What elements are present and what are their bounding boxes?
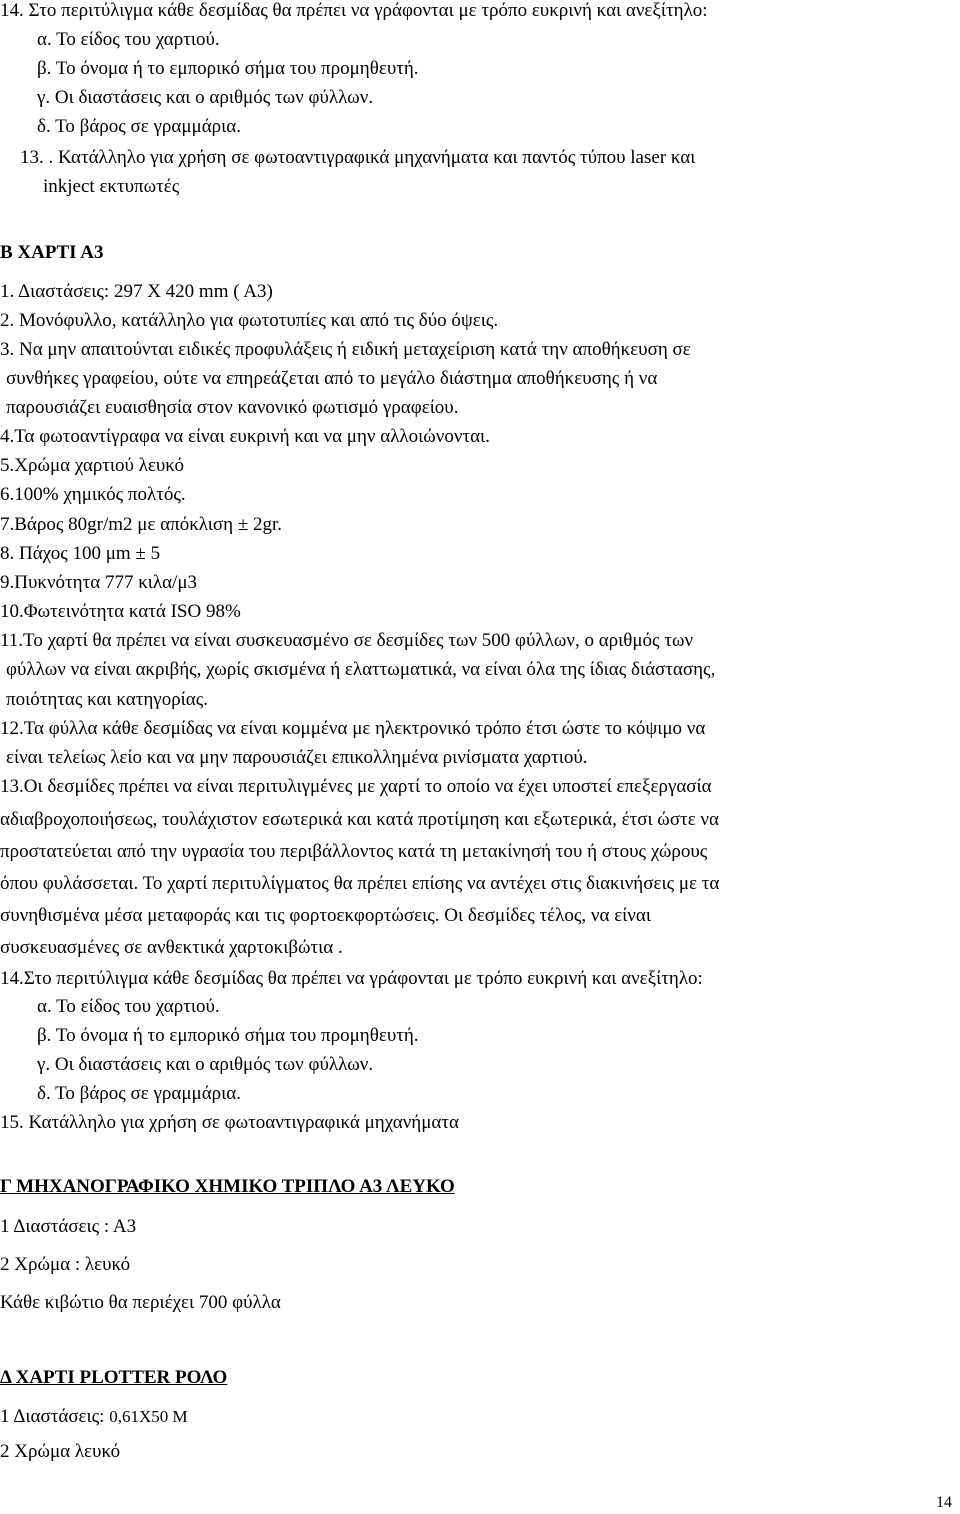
spec-line: 4.Τα φωτοαντίγραφα να είναι ευκρινή και να μην αλλοιώνονται. (0, 426, 490, 447)
spec-line: συνθήκες γραφείου, ούτε να επηρεάζεται από το μεγάλο διάστημα αποθήκευσης ή να (6, 368, 658, 389)
spec-line: 5.Χρώμα χαρτιού λευκό (0, 455, 184, 476)
text-line: δ. Το βάρος σε γραμμάρια. (37, 116, 241, 137)
spec-line: 12.Τα φύλλα κάθε δεσμίδας να είναι κομμένα με ηλεκτρονικό τρόπο έτσι ώστε το κόψιμο να (0, 718, 706, 739)
text-line: 14. Στο περιτύλιγμα κάθε δεσμίδας θα πρέπει να γράφονται με τρόπο ευκρινή και ανεξίτηλο: (0, 0, 708, 21)
spec-line: παρουσιάζει ευαισθησία στον κανονικό φωτισμό γραφείου. (6, 397, 459, 418)
spec-line: 6.100% χημικός πολτός. (0, 484, 186, 505)
section-b-heading: Β ΧΑΡΤΙ Α3 (0, 242, 104, 263)
spec-line: 11.Το χαρτί θα πρέπει να είναι συσκευασμένο σε δεσμίδες των 500 φύλλων, ο αριθμός των (0, 630, 694, 651)
text-line: γ. Οι διαστάσεις και ο αριθμός των φύλλων. (37, 87, 374, 108)
section-c-heading: Γ ΜΗΧΑΝΟΓΡΑΦΙΚΟ ΧΗΜΙΚΟ ΤΡΙΠΛΟ Α3 ΛΕΥΚΟ (0, 1176, 455, 1197)
spec-line: 13.Οι δεσμίδες πρέπει να είναι περιτυλιγμένες με χαρτί το οποίο να έχει υποστεί επεξεργασία (0, 776, 712, 797)
spec-line: φύλλων να είναι ακριβής, χωρίς σκισμένα ή ελαττωματικά, να είναι όλα της ίδιας διάστασης, (6, 659, 716, 680)
spec-line: 9.Πυκνότητα 777 κιλα/μ3 (0, 572, 198, 593)
spec-line: όπου φυλάσσεται. Το χαρτί περιτυλίγματος θα πρέπει επίσης να αντέχει στις διακινήσεις με τα (0, 873, 720, 894)
spec-line: είναι τελείως λείο και να μην παρουσιάζει επικολλημένα ρινίσματα χαρτιού. (6, 747, 588, 768)
text-line: β. Το όνομα ή το εμπορικό σήμα του προμηθευτή. (37, 58, 419, 79)
spec-line: προστατεύεται από την υγρασία του περιβάλλοντος κατά τη μετακίνησή του ή στους χώρους (0, 841, 708, 862)
spec-line: ποιότητας και κατηγορίας. (6, 689, 209, 710)
spec-line: Κάθε κιβώτιο θα περιέχει 700 φύλλα (0, 1292, 281, 1313)
spec-line: 1 Διαστάσεις : Α3 (0, 1216, 137, 1237)
spec-line: συνηθισμένα μέσα μεταφοράς και τις φορτοεκφορτώσεις. Οι δεσμίδες τέλος, να είναι (0, 905, 651, 926)
spec-line: 2 Χρώμα λευκό (0, 1441, 121, 1462)
spec-line: 2 Χρώμα : λευκό (0, 1254, 131, 1275)
spec-line: 10.Φωτεινότητα κατά ISO 98% (0, 601, 241, 622)
spec-line: γ. Οι διαστάσεις και ο αριθμός των φύλλων. (37, 1054, 374, 1075)
spec-line: 8. Πάχος 100 μm ± 5 (0, 543, 161, 564)
spec-value: 0,61Χ50 Μ (109, 1407, 188, 1426)
spec-line (0, 1406, 188, 1430)
spec-line: α. Το είδος του χαρτιού. (37, 996, 220, 1017)
spec-line: 7.Βάρος 80gr/m2 με απόκλιση ± 2gr. (0, 514, 283, 535)
spec-line: 14.Στο περιτύλιγμα κάθε δεσμίδας θα πρέπει να γράφονται με τρόπο ευκρινή και ανεξίτηλο: (0, 968, 703, 989)
section-d-heading: Δ ΧΑΡΤΙ PLOTTER ΡΟΛΟ (0, 1367, 228, 1388)
spec-line: 3. Να μην απαιτούνται ειδικές προφυλάξεις ή ειδική μεταχείριση κατά την αποθήκευση σε (0, 339, 691, 360)
text-line: inkject εκτυπωτές (43, 176, 180, 197)
spec-line: δ. Το βάρος σε γραμμάρια. (37, 1083, 241, 1104)
spec-line: συσκευασμένες σε ανθεκτικά χαρτοκιβώτια . (0, 937, 343, 958)
spec-line: 1. Διαστάσεις: 297 Χ 420 mm ( A3) (0, 281, 273, 302)
spec-line: β. Το όνομα ή το εμπορικό σήμα του προμηθευτή. (37, 1025, 419, 1046)
spec-line: 15. Κατάλληλο για χρήση σε φωτοαντιγραφικά μηχανήματα (0, 1112, 459, 1133)
page-number: 14 (936, 1494, 952, 1511)
text-line: 13. . Κατάλληλο για χρήση σε φωτοαντιγραφικά μηχανήματα και παντός τύπου laser και (20, 147, 696, 168)
spec-line: 2. Μονόφυλλο, κατάλληλο για φωτοτυπίες και από τις δύο όψεις. (0, 310, 499, 331)
text-line: α. Το είδος του χαρτιού. (37, 29, 220, 50)
spec-label: 1 Διαστάσεις: (0, 1406, 110, 1427)
spec-line: αδιαβροχοποιήσεως, τουλάχιστον εσωτερικά και κατά προτίμηση και εξωτερικά, έτσι ώστε να (0, 809, 719, 830)
